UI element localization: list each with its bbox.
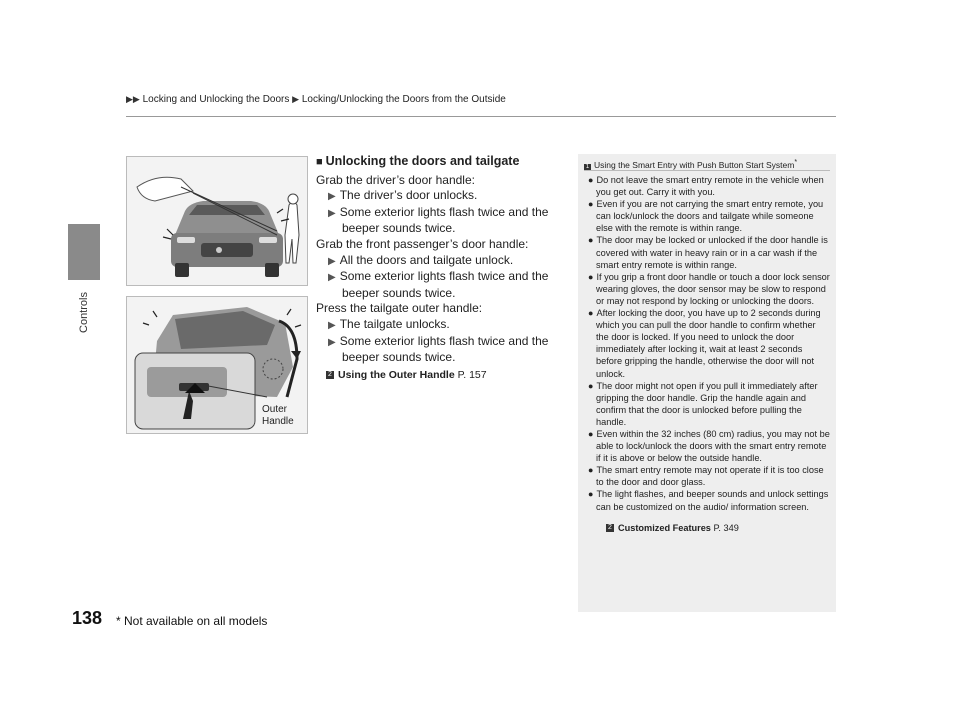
note-item: ● After locking the door, you have up to 2 seconds during which you can pull the door handle to confirm whether the door is locked. If you need to unlock the door immediately after locking it, wait at least 2 seconds before gripping the handle, otherwise the door will not unlock. (588, 308, 821, 379)
breadcrumb-arrow-icon: ▶▶ (126, 94, 140, 104)
panel-title: 1 Using the Smart Entry with Push Button Start System* (585, 158, 798, 170)
result-item: ▶ Some exterior lights flash twice and the beeper sounds twice. (328, 204, 549, 236)
result-arrow-icon: ▶ (328, 272, 336, 284)
note-panel (578, 154, 836, 612)
result-arrow-icon: ▶ (328, 319, 336, 331)
note-item: ● If you grip a front door handle or touch a door lock sensor wearing gloves, the door sensor may be slow to respond or may not respond by locking or unlocking the doors. (588, 271, 830, 306)
footnote: * Not available on all models (116, 614, 268, 628)
figure-front-door (126, 156, 308, 286)
breadcrumb-arrow-icon: ▶ (292, 94, 300, 104)
result-item: ▶ The tailgate unlocks. (328, 316, 450, 331)
breadcrumb-item[interactable]: Locking and Unlocking the Doors (142, 94, 290, 105)
panel-divider (584, 170, 830, 171)
breadcrumb-item[interactable]: Locking/Unlocking the Doors from the Outside (301, 94, 506, 105)
note-list (586, 174, 830, 543)
result-arrow-icon: ▶ (328, 336, 336, 348)
breadcrumb (126, 94, 506, 105)
note-item: ● Even if you are not carrying the smart entry remote, you can lock/unlock the doors and tailgate while someone else with the remote is within range. (588, 199, 824, 234)
result-arrow-icon: ▶ (328, 255, 336, 267)
outer-handle-label (262, 404, 294, 428)
reference-icon: 2 (606, 524, 614, 532)
instruction: Grab the front passenger’s door handle: (316, 236, 529, 251)
result-item: ▶ The driver’s door unlocks. (328, 188, 478, 203)
note-item: ● The door may be locked or unlocked if the door handle is covered with water in heavy rain or in a car wash if the smart entry remote is within range. (588, 235, 828, 270)
result-arrow-icon: ▶ (328, 191, 336, 203)
result-item: ▶ Some exterior lights flash twice and the beeper sounds twice. (328, 269, 549, 300)
cross-reference-link[interactable]: 2 Customized Features P. 349 (586, 522, 830, 534)
result-arrow-icon: ▶ (328, 207, 336, 219)
result-item: ▶ Some exterior lights flash twice and the beeper sounds twice. (328, 333, 549, 365)
car-front-illustration (127, 157, 307, 285)
note-item: ● Even within the 32 inches (80 cm) radius, you may not be able to lock/unlock the doors with the smart entry remote if it is above or below the outside handle. (588, 428, 830, 464)
section-tab (68, 224, 100, 280)
note-item: ● The light flashes, and beeper sounds and unlock settings can be customized on the audio/ information screen. (588, 489, 829, 512)
result-item: ▶ All the doors and tailgate unlock. (328, 252, 514, 267)
cross-reference-link[interactable]: 2 Using the Outer Handle P. 157 (316, 368, 556, 384)
header-divider (126, 116, 836, 117)
note-item: ● The door might not open if you pull it immediately after gripping the door handle. Grip the handle again and confirm that the door is unlocked before pulling the handle. (588, 380, 818, 427)
label-line: Handle (262, 416, 294, 427)
label-line: Outer (262, 404, 288, 415)
section-label: Controls (78, 292, 90, 333)
note-item: ● The smart entry remote may not operate if it is too close to the door and door glass. (588, 465, 824, 488)
instruction: Grab the driver’s door handle: (316, 172, 475, 187)
page-number: 138 (72, 608, 103, 628)
reference-icon: 2 (326, 371, 334, 379)
square-bullet-icon: ■ (316, 156, 323, 168)
note-icon: 1 (585, 163, 590, 170)
instruction: Press the tailgate outer handle: (316, 301, 483, 316)
note-item: ● Do not leave the smart entry remote in the vehicle when you get out. Carry it with you. (588, 175, 824, 198)
main-content (316, 154, 556, 383)
section-heading: ■ Unlocking the doors and tailgate (316, 154, 520, 168)
